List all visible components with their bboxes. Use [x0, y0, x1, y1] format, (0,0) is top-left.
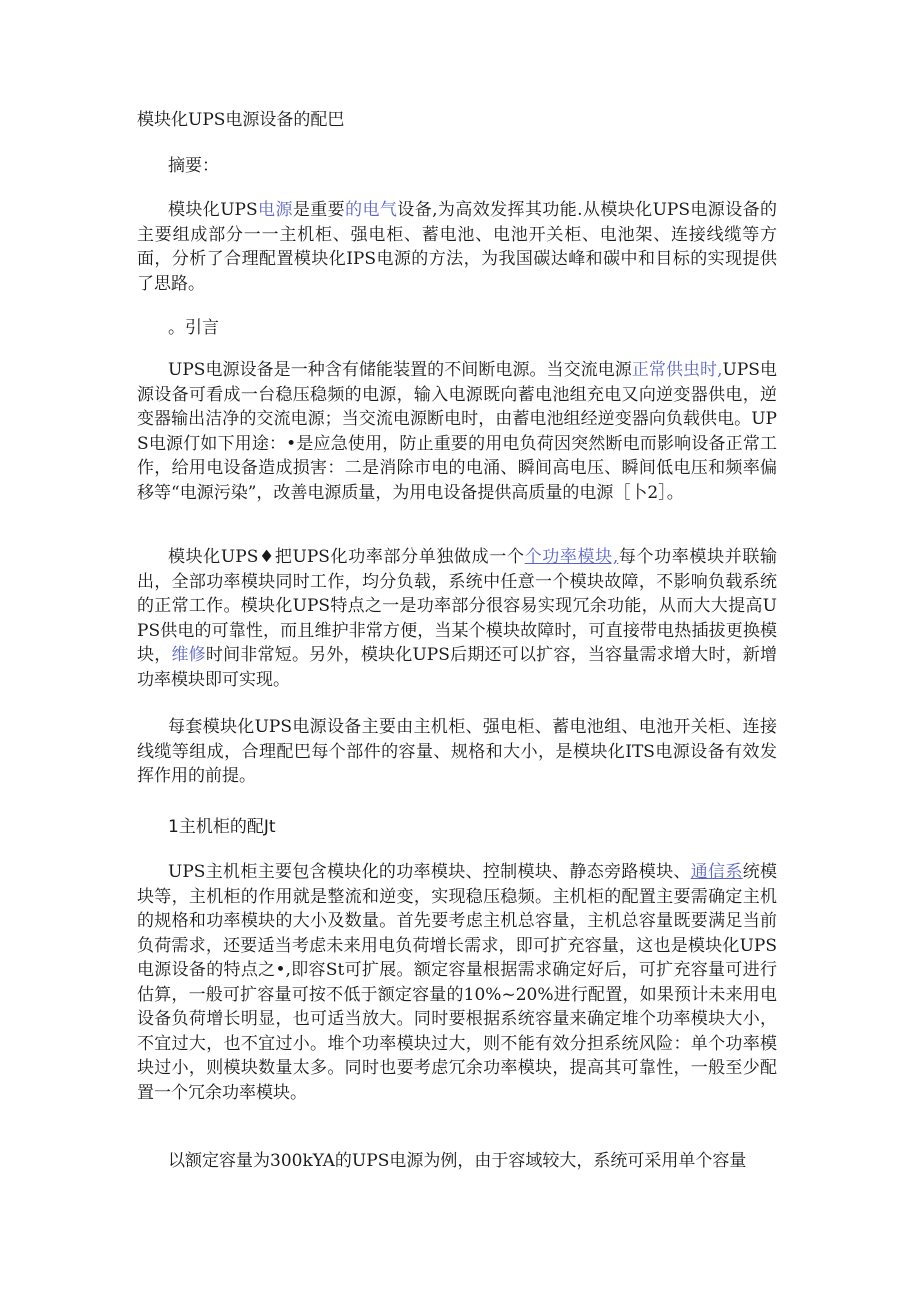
link-electrical[interactable]: 的电气 — [345, 200, 398, 220]
section-1-paragraph-1 — [137, 860, 777, 1105]
abstract-paragraph — [137, 198, 777, 296]
link-power-source[interactable]: 电源 — [257, 200, 293, 220]
section-1-paragraph-2: 以额定容量为300kYA的UPS电源为例，由于容域较大，系统可采用单个容量 — [168, 1151, 747, 1171]
document-title: 模块化UPS电源设备的配巴 — [137, 110, 345, 130]
intro-p1-text-1: UPS电源设备是一种含有储能装置的不间断电源。当交流电源 — [168, 360, 632, 380]
s1-p1-text-2: 统模块等，主机柜的作用就是整流和逆变，实现稳压稳频。主机柜的配置主要需确定主机的规格和功率模块的大小及数量。首先要考虑主机总容量，主机总容量既要满足当前负荷需求，还要适当考虑未来用电负荷增长需求，即可扩充容量，这也是模块化UPS电源设备的特点之•,即容St可扩展。额定容量根据需求确定好后，可扩充容量可进行估算，一般可扩容量可按不低于额定容量的10%~20%进行配置，如果预计未来用电设备负荷增长明显，也可适当放大。同时要根据系统容量来确定堆个功率模块大小，不宜过大，也不宜过小。堆个功率模块过大，则不能有效分担系统风险：单个功率模块过小，则模块数量太多。同时也要考虑冗余功率模块，提高其可靠性，一般至少配置一个冗余功率模块。 — [137, 862, 778, 1103]
abstract-text-2: 是重要 — [292, 200, 346, 220]
intro-p2-text-3: 时间非常短。另外，模块化UPS后期还可以扩容，当容量需求增大时，新增功率模块即可实现。 — [137, 645, 777, 690]
link-maintenance[interactable]: 维修 — [171, 645, 206, 665]
abstract-label: 摘要： — [168, 156, 219, 176]
intro-paragraph-2 — [137, 545, 777, 692]
intro-heading: 。引言 — [168, 318, 219, 338]
abstract-text-3: 设备,为高效发挥其功能.从模块化UPS电源设备的主要组成部分一一主机柜、强电柜、蓄电池、电池开关柜、电池架、连接线缆等方面，分析了合理配置模块化IPS电源的方法，为我国碳达峰和碳中和目标的实现提供了思路。 — [137, 200, 778, 294]
s1-p1-text-1: UPS主机柜主要包含模块化的功率模块、控制模块、静态旁路模块、 — [168, 862, 691, 882]
link-communication[interactable]: 通信系 — [690, 862, 743, 882]
link-normal-supply[interactable]: 正常供虫时, — [631, 360, 723, 380]
intro-paragraph-3: 每套模块化UPS电源设备主要由主机柜、强电柜、蓄电池组、电池开关柜、连接线缆等组成，合理配巴每个部件的容量、规格和大小，是模块化ITS电源设备有效发挥作用的前提。 — [137, 717, 777, 786]
abstract-text-1: 模块化UPS — [168, 200, 258, 220]
intro-p2-text-1: 模块化UPS♦把UPS化功率部分单独做成一个 — [168, 547, 525, 567]
link-power-module[interactable]: 个功率模块, — [524, 547, 619, 567]
section-1-heading: 1主机柜的配Jt — [168, 817, 276, 837]
intro-p1-text-2: UPS电源设备可看成一台稳压稳频的电源，输入电源既向蓄电池组充电又向逆变器供电，逆变器输出洁净的交流电源；当交流电源断电时，由蓄电池组经逆变器向负载供电。UPS电源仃如下用途：•是应急使用，防止重要的用电负荷因突然断电而影响设备正常工作，给用电设备造成损害：二是消除市电的电涌、瞬间高电压、瞬间低电压和频率偏移等“电源污染”，改善电源质量，为用电设备提供高质量的电源［卜2］。 — [137, 360, 777, 503]
intro-p2-text-2: 每个功率模块并联输出，全部功率模块同时工作，均分负载，系统中任意一个模块故障，不影响负载系统的正常工作。模块化UPS特点之一是功率部分很容易实现冗余功能，从而大大提高UPS供电的可靠性，而且维护非常方便，当某个模块故障时，可直接带电热插拔更换模块， — [137, 547, 777, 665]
intro-paragraph-1 — [137, 358, 777, 505]
